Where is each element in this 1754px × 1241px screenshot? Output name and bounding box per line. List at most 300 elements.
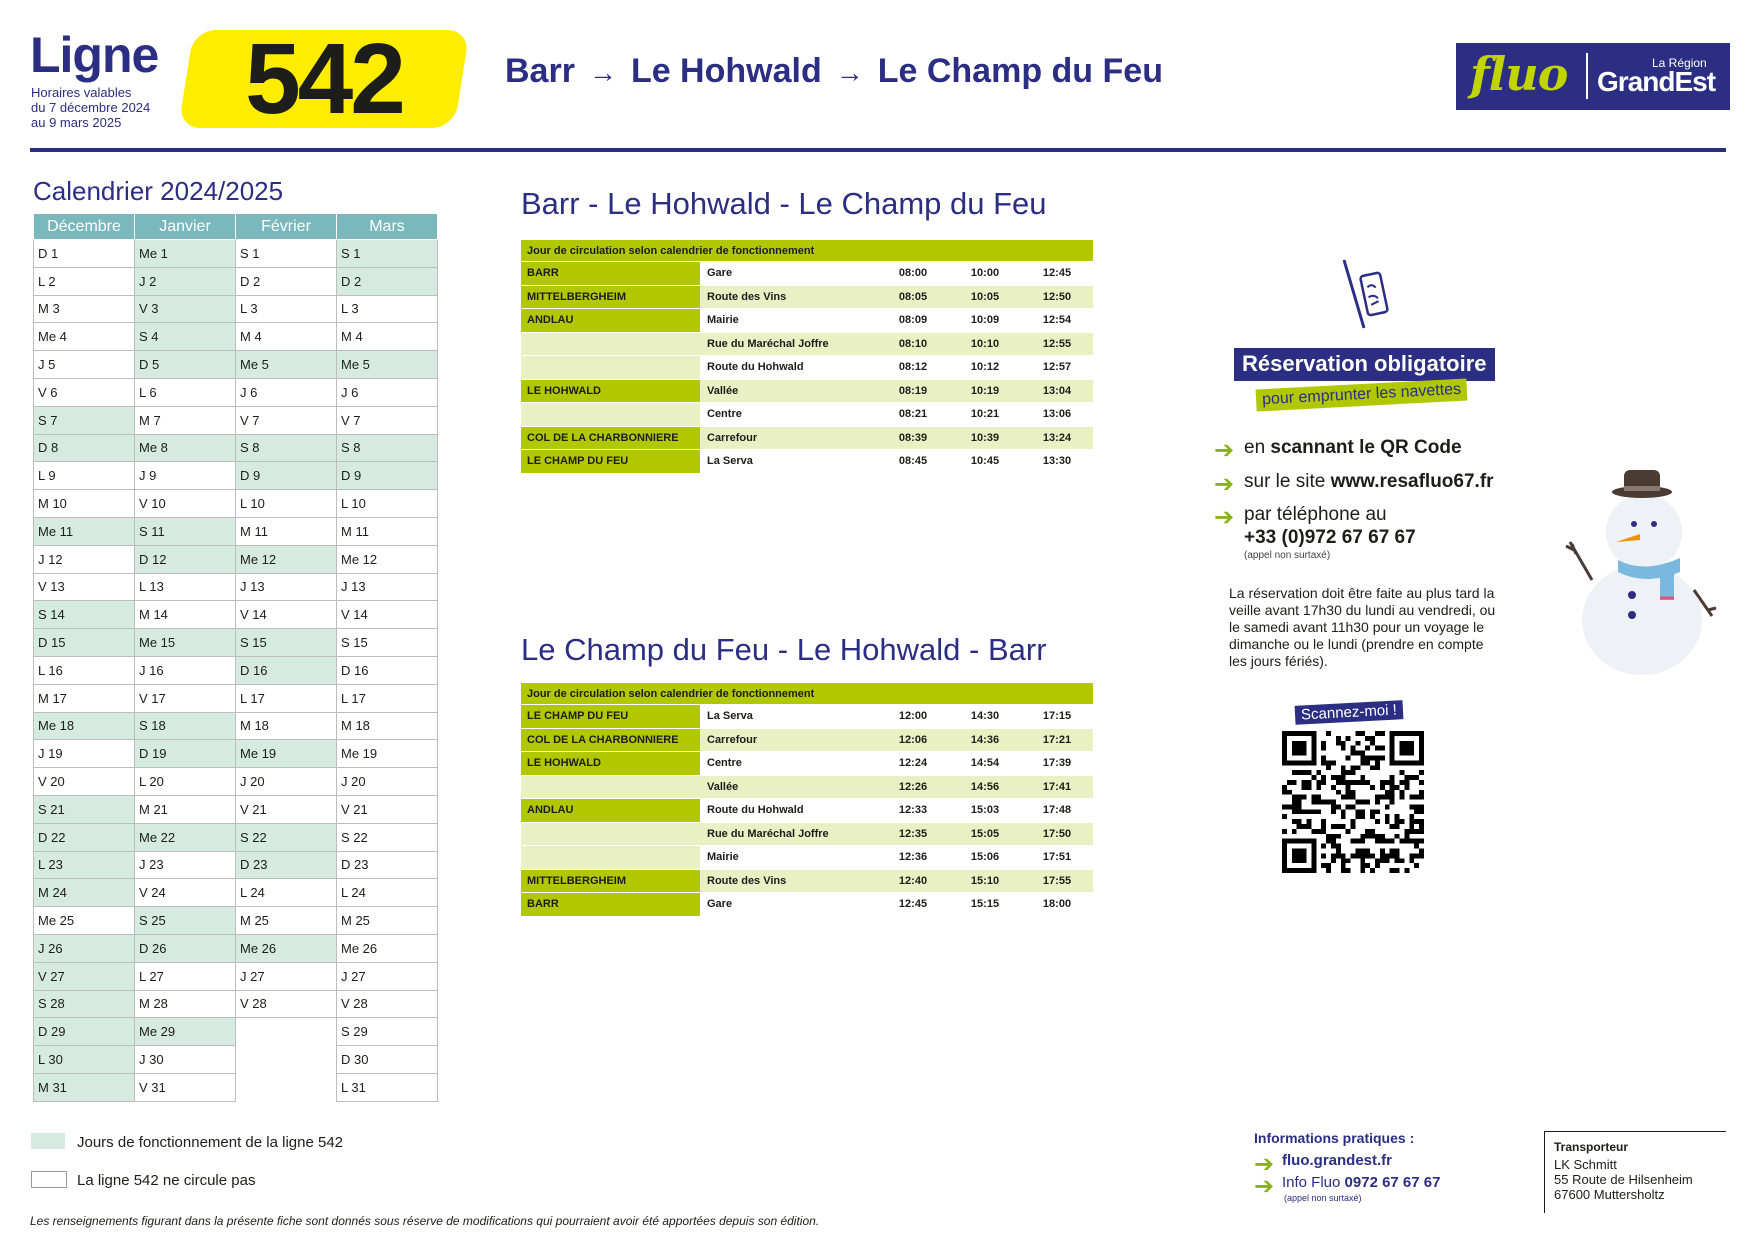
qr-module xyxy=(1351,795,1356,800)
calendar-day-running: D 29 xyxy=(34,1018,135,1046)
calendar-day-running: Me 5 xyxy=(337,351,438,379)
departure-time: 12:40 xyxy=(877,869,949,893)
calendar-day-off: L 3 xyxy=(236,295,337,323)
qr-module xyxy=(1292,780,1297,785)
qr-module xyxy=(1336,775,1341,780)
calendar-row xyxy=(34,990,438,1018)
qr-module xyxy=(1395,858,1400,863)
departure-time: 12:45 xyxy=(877,893,949,917)
qr-module xyxy=(1336,849,1341,854)
reservation-banner: Réservation obligatoire xyxy=(1234,348,1495,381)
calendar-day-off: V 20 xyxy=(34,768,135,796)
qr-module xyxy=(1292,809,1297,814)
qr-module xyxy=(1311,795,1316,800)
reservation-website-link[interactable]: www.resafluo67.fr xyxy=(1330,471,1494,492)
departure-time: 08:09 xyxy=(877,309,949,333)
qr-module xyxy=(1336,736,1341,741)
validity-line: Horaires valables xyxy=(31,85,132,100)
qr-module xyxy=(1360,849,1365,854)
qr-module xyxy=(1321,824,1326,829)
stop-name: Route des Vins xyxy=(700,869,877,893)
departure-time: 17:55 xyxy=(1021,869,1093,893)
timetable-outbound xyxy=(521,240,1093,474)
calendar-day-running: S 4 xyxy=(135,323,236,351)
calendar-day-running: Me 15 xyxy=(135,629,236,657)
stop-commune xyxy=(521,356,700,380)
calendar-empty-cell xyxy=(236,1073,337,1101)
timetable-row xyxy=(521,705,1093,729)
qr-module xyxy=(1331,844,1336,849)
calendar-title: Calendrier 2024/2025 xyxy=(33,176,284,206)
calendar-day-running: Me 8 xyxy=(135,434,236,462)
calendar-day-off: Me 25 xyxy=(34,907,135,935)
qr-module xyxy=(1419,804,1424,809)
qr-module xyxy=(1355,809,1360,814)
qr-module xyxy=(1302,824,1307,829)
departure-time: 12:45 xyxy=(1021,262,1093,286)
arrow-right-icon: ➔ xyxy=(1254,1173,1275,1200)
calendar-header-row xyxy=(34,214,438,240)
qr-module xyxy=(1346,795,1351,800)
calendar-day-off: Me 26 xyxy=(337,934,438,962)
qr-module xyxy=(1326,863,1331,868)
carrier-box xyxy=(1544,1131,1726,1213)
departure-time: 15:10 xyxy=(949,869,1021,893)
departure-time: 15:15 xyxy=(949,893,1021,917)
departure-time: 13:30 xyxy=(1021,450,1093,474)
departure-time: 08:19 xyxy=(877,379,949,403)
qr-module xyxy=(1306,780,1311,785)
calendar-day-off: D 23 xyxy=(337,851,438,879)
qr-module xyxy=(1326,760,1331,765)
calendar-day-off: J 19 xyxy=(34,740,135,768)
calendar-row xyxy=(34,406,438,434)
calendar-day-off: L 31 xyxy=(337,1073,438,1101)
timetable-row xyxy=(521,775,1093,799)
qr-module xyxy=(1297,770,1302,775)
qr-module xyxy=(1331,804,1336,809)
qr-module xyxy=(1380,849,1385,854)
calendar-row xyxy=(34,1073,438,1101)
qr-module xyxy=(1404,868,1409,873)
calendar-day-off: J 9 xyxy=(135,462,236,490)
qr-module xyxy=(1365,780,1370,785)
departure-time: 10:05 xyxy=(949,285,1021,309)
qr-module xyxy=(1380,780,1385,785)
reservation-phone-number[interactable]: +33 (0)972 67 67 67 xyxy=(1244,527,1416,548)
route-arrow-icon: → xyxy=(835,57,864,88)
calendar-day-off: M 4 xyxy=(236,323,337,351)
qr-module xyxy=(1292,741,1307,756)
departure-time: 17:39 xyxy=(1021,752,1093,776)
timetable-header-row xyxy=(521,240,1093,262)
qr-module xyxy=(1331,809,1336,814)
calendar-day-running: S 8 xyxy=(337,434,438,462)
qr-module xyxy=(1419,829,1424,834)
timetable-row xyxy=(521,403,1093,427)
qr-module xyxy=(1409,824,1414,829)
calendar-day-off: V 21 xyxy=(337,795,438,823)
calendar-day-off: L 17 xyxy=(236,684,337,712)
qr-module xyxy=(1400,795,1405,800)
calendar-day-running: M 31 xyxy=(34,1073,135,1101)
qr-module xyxy=(1395,853,1400,858)
qr-module xyxy=(1311,829,1316,834)
calendar-row xyxy=(34,712,438,740)
calendar-day-running: S 22 xyxy=(236,823,337,851)
reservation-web-option[interactable] xyxy=(1244,471,1494,493)
calendar-day-off: M 21 xyxy=(135,795,236,823)
qr-module xyxy=(1292,819,1297,824)
timetable-row xyxy=(521,262,1093,286)
calendar-day-running: D 26 xyxy=(135,934,236,962)
qr-module xyxy=(1306,809,1311,814)
qr-module xyxy=(1355,751,1360,756)
qr-module xyxy=(1419,849,1424,854)
calendar-day-off: Me 4 xyxy=(34,323,135,351)
qr-module xyxy=(1341,795,1346,800)
fluo-grandest-logo[interactable] xyxy=(1456,43,1730,110)
calendar-day-off: L 17 xyxy=(337,684,438,712)
calendar-day-running: S 7 xyxy=(34,406,135,434)
qr-module xyxy=(1302,780,1307,785)
calendar-day-off: L 10 xyxy=(236,490,337,518)
qr-module xyxy=(1321,780,1326,785)
qr-module xyxy=(1321,760,1326,765)
qr-module xyxy=(1336,804,1341,809)
legend-run-label: Jours de fonctionnement de la ligne 542 xyxy=(77,1134,344,1151)
qr-module xyxy=(1419,770,1424,775)
calendar-day-off: L 16 xyxy=(34,656,135,684)
info-phone[interactable] xyxy=(1282,1174,1440,1191)
calendar-empty-cell xyxy=(236,1018,337,1046)
departure-time: 12:00 xyxy=(877,705,949,729)
qr-module xyxy=(1380,834,1385,839)
qr-module xyxy=(1292,800,1297,805)
qr-module xyxy=(1414,853,1419,858)
calendar-day-off: L 10 xyxy=(337,490,438,518)
qr-module xyxy=(1419,839,1424,844)
logo-grandest-text: GrandEst xyxy=(1597,66,1716,97)
calendar-day-running: D 9 xyxy=(337,462,438,490)
timetable-return xyxy=(521,683,1093,917)
qr-module xyxy=(1390,795,1395,800)
qr-module xyxy=(1292,804,1297,809)
qr-module xyxy=(1400,741,1415,756)
qr-module xyxy=(1355,849,1360,854)
qr-module xyxy=(1321,775,1326,780)
qr-module xyxy=(1306,785,1311,790)
timetable-row xyxy=(521,285,1093,309)
qr-module xyxy=(1306,819,1311,824)
calendar-row xyxy=(34,601,438,629)
qr-module xyxy=(1316,800,1321,805)
calendar-day-off: V 31 xyxy=(135,1073,236,1101)
qr-module xyxy=(1346,770,1351,775)
qr-module xyxy=(1321,755,1326,760)
qr-module xyxy=(1351,765,1356,770)
qr-module xyxy=(1351,824,1356,829)
qr-module xyxy=(1375,746,1380,751)
qr-module xyxy=(1326,868,1331,873)
calendar-day-running: Me 18 xyxy=(34,712,135,740)
calendar-month-header: Janvier xyxy=(135,214,236,240)
reservation-notice: La réservation doit être faite au plus tard la veille avant 17h30 du lundi au vendredi, ou le samedi avant 11h30 pour un voyage le dimanche ou le lundi (prendre en compte les jours fériés). xyxy=(1229,585,1496,669)
qr-module xyxy=(1380,785,1385,790)
calendar-row xyxy=(34,378,438,406)
qr-module xyxy=(1316,770,1321,775)
calendar-day-off: D 2 xyxy=(236,267,337,295)
reservation-phone-icon xyxy=(1342,258,1392,332)
qr-module xyxy=(1385,819,1390,824)
calendar-day-off: J 23 xyxy=(135,851,236,879)
calendar-day-off: V 24 xyxy=(135,879,236,907)
qr-module xyxy=(1341,770,1346,775)
departure-time: 17:50 xyxy=(1021,822,1093,846)
stop-commune xyxy=(521,846,700,870)
qr-module xyxy=(1341,741,1346,746)
qr-module xyxy=(1375,765,1380,770)
calendar-day-running: Me 22 xyxy=(135,823,236,851)
qr-module xyxy=(1365,829,1370,834)
departure-time: 15:06 xyxy=(949,846,1021,870)
calendar-row xyxy=(34,684,438,712)
departure-time: 12:26 xyxy=(877,775,949,799)
qr-module xyxy=(1341,824,1346,829)
qr-module xyxy=(1316,780,1321,785)
qr-module xyxy=(1292,829,1297,834)
qr-module xyxy=(1390,785,1395,790)
qr-module xyxy=(1375,731,1380,736)
qr-module xyxy=(1365,760,1370,765)
qr-module xyxy=(1375,800,1380,805)
qr-module xyxy=(1302,795,1307,800)
departure-time: 10:10 xyxy=(949,332,1021,356)
validity-line: du 7 décembre 2024 xyxy=(31,100,151,115)
calendar-day-running: Me 19 xyxy=(236,740,337,768)
route-stop-middle: Le Hohwald xyxy=(630,52,822,90)
qr-module xyxy=(1360,780,1365,785)
calendar-day-off: S 22 xyxy=(337,823,438,851)
route-stop-start: Barr xyxy=(505,52,575,90)
qr-module xyxy=(1321,746,1326,751)
calendar-day-off: M 28 xyxy=(135,990,236,1018)
calendar-day-off: S 1 xyxy=(236,240,337,268)
qr-module xyxy=(1346,755,1351,760)
reservation-phone-note: (appel non surtaxé) xyxy=(1244,550,1331,561)
stop-commune: ANDLAU xyxy=(521,309,700,333)
qr-module xyxy=(1380,795,1385,800)
departure-time: 17:48 xyxy=(1021,799,1093,823)
stop-name: Route du Hohwald xyxy=(700,799,877,823)
qr-module xyxy=(1385,814,1390,819)
qr-module xyxy=(1302,809,1307,814)
qr-module xyxy=(1380,858,1385,863)
departure-time: 13:06 xyxy=(1021,403,1093,427)
calendar-day-running: D 8 xyxy=(34,434,135,462)
qr-module xyxy=(1419,790,1424,795)
qr-module xyxy=(1375,760,1380,765)
logo-separator xyxy=(1586,53,1588,99)
departure-time: 10:19 xyxy=(949,379,1021,403)
calendar-day-running: S 8 xyxy=(236,434,337,462)
qr-module xyxy=(1414,844,1419,849)
qr-module xyxy=(1282,804,1287,809)
route-arrow-icon: → xyxy=(588,57,617,88)
qr-module xyxy=(1331,775,1336,780)
validity-dates xyxy=(31,85,191,130)
timetable-row xyxy=(521,356,1093,380)
calendar-day-off: Me 19 xyxy=(337,740,438,768)
qr-module xyxy=(1414,839,1419,844)
qr-module xyxy=(1385,795,1390,800)
calendar-day-running: Me 12 xyxy=(236,545,337,573)
qr-module xyxy=(1409,858,1414,863)
departure-time: 08:10 xyxy=(877,332,949,356)
calendar-day-off: Me 12 xyxy=(337,545,438,573)
qr-module xyxy=(1351,751,1356,756)
timetable-row xyxy=(521,728,1093,752)
option-text: sur le site xyxy=(1244,471,1331,492)
calendar-day-running: Me 11 xyxy=(34,517,135,545)
qr-code[interactable] xyxy=(1282,731,1424,873)
calendar-day-off: V 7 xyxy=(337,406,438,434)
calendar-row xyxy=(34,656,438,684)
calendar-day-off: D 30 xyxy=(337,1046,438,1074)
qr-module xyxy=(1385,804,1390,809)
qr-module xyxy=(1414,795,1419,800)
calendar-day-off: M 4 xyxy=(337,323,438,351)
qr-module xyxy=(1365,834,1370,839)
qr-module xyxy=(1360,814,1365,819)
arrow-right-icon: ➔ xyxy=(1214,437,1235,464)
qr-module xyxy=(1336,824,1341,829)
qr-module xyxy=(1341,780,1346,785)
departure-time: 08:21 xyxy=(877,403,949,427)
qr-module xyxy=(1287,780,1292,785)
qr-module xyxy=(1316,829,1321,834)
calendar-day-off: M 18 xyxy=(337,712,438,740)
calendar-day-off: L 13 xyxy=(135,573,236,601)
ligne-label: Ligne xyxy=(30,27,159,83)
qr-module xyxy=(1321,800,1326,805)
info-phone-number[interactable]: 0972 67 67 67 xyxy=(1344,1174,1441,1191)
stop-name: Route du Hohwald xyxy=(700,356,877,380)
qr-module xyxy=(1370,814,1375,819)
qr-module xyxy=(1360,853,1365,858)
calendar-row xyxy=(34,295,438,323)
calendar-day-off: V 28 xyxy=(236,990,337,1018)
qr-module xyxy=(1409,829,1414,834)
calendar-row xyxy=(34,573,438,601)
qr-module xyxy=(1385,858,1390,863)
calendar-day-off: V 14 xyxy=(236,601,337,629)
timetable-row xyxy=(521,379,1093,403)
qr-module xyxy=(1395,785,1400,790)
calendar-row xyxy=(34,517,438,545)
qr-module xyxy=(1375,834,1380,839)
qr-module xyxy=(1390,800,1395,805)
qr-module xyxy=(1390,853,1395,858)
qr-module xyxy=(1355,853,1360,858)
qr-module xyxy=(1365,849,1370,854)
info-website-link[interactable]: fluo.grandest.fr xyxy=(1282,1152,1393,1169)
qr-module xyxy=(1395,819,1400,824)
qr-module xyxy=(1331,858,1336,863)
reservation-subtitle: pour emprunter les navettes xyxy=(1256,378,1468,411)
departure-time: 10:00 xyxy=(949,262,1021,286)
qr-module xyxy=(1409,814,1414,819)
stop-name: La Serva xyxy=(700,705,877,729)
qr-module xyxy=(1404,785,1409,790)
calendar-day-off: V 17 xyxy=(135,684,236,712)
qr-module xyxy=(1370,809,1375,814)
calendar-day-off: M 14 xyxy=(135,601,236,629)
calendar-day-off: J 5 xyxy=(34,351,135,379)
qr-module xyxy=(1370,834,1375,839)
qr-module xyxy=(1326,800,1331,805)
departure-time: 14:54 xyxy=(949,752,1021,776)
qr-module xyxy=(1346,780,1351,785)
departure-time: 12:55 xyxy=(1021,332,1093,356)
snowman-illustration xyxy=(1560,460,1720,680)
qr-module xyxy=(1351,819,1356,824)
stop-commune: ANDLAU xyxy=(521,799,700,823)
calendar-month-header: Mars xyxy=(337,214,438,240)
departure-time: 12:54 xyxy=(1021,309,1093,333)
calendar-day-off: V 10 xyxy=(135,490,236,518)
qr-module xyxy=(1404,829,1409,834)
calendar-day-running: S 18 xyxy=(135,712,236,740)
qr-module xyxy=(1346,868,1351,873)
qr-module xyxy=(1355,731,1360,736)
qr-module xyxy=(1346,858,1351,863)
qr-module xyxy=(1346,736,1351,741)
qr-module xyxy=(1360,839,1365,844)
qr-module xyxy=(1400,819,1405,824)
qr-module xyxy=(1287,804,1292,809)
qr-module xyxy=(1409,804,1414,809)
stop-commune: COL DE LA CHARBONNIERE xyxy=(521,426,700,450)
departure-time: 12:24 xyxy=(877,752,949,776)
calendar-month-header: Février xyxy=(236,214,337,240)
qr-module xyxy=(1365,736,1370,741)
timetable-row xyxy=(521,846,1093,870)
calendar-row xyxy=(34,434,438,462)
qr-module xyxy=(1419,824,1424,829)
departure-time: 17:15 xyxy=(1021,705,1093,729)
stop-commune: MITTELBERGHEIM xyxy=(521,869,700,893)
calendar-day-running: V 3 xyxy=(135,295,236,323)
logo-fluo-text: fluo xyxy=(1470,47,1568,101)
qr-module xyxy=(1326,839,1331,844)
timetable-row xyxy=(521,799,1093,823)
stop-commune: LE CHAMP DU FEU xyxy=(521,450,700,474)
carrier-line: 67600 Muttersholtz xyxy=(1554,1187,1665,1202)
qr-module xyxy=(1380,746,1385,751)
qr-module xyxy=(1346,804,1351,809)
stop-name: Mairie xyxy=(700,846,877,870)
calendar-day-off: D 1 xyxy=(34,240,135,268)
qr-module xyxy=(1331,853,1336,858)
calendar-table xyxy=(33,213,438,1102)
qr-module xyxy=(1395,824,1400,829)
departure-time: 15:05 xyxy=(949,822,1021,846)
option-text: en xyxy=(1244,437,1271,458)
qr-module xyxy=(1346,829,1351,834)
qr-module xyxy=(1380,731,1385,736)
calendar-day-off: M 3 xyxy=(34,295,135,323)
